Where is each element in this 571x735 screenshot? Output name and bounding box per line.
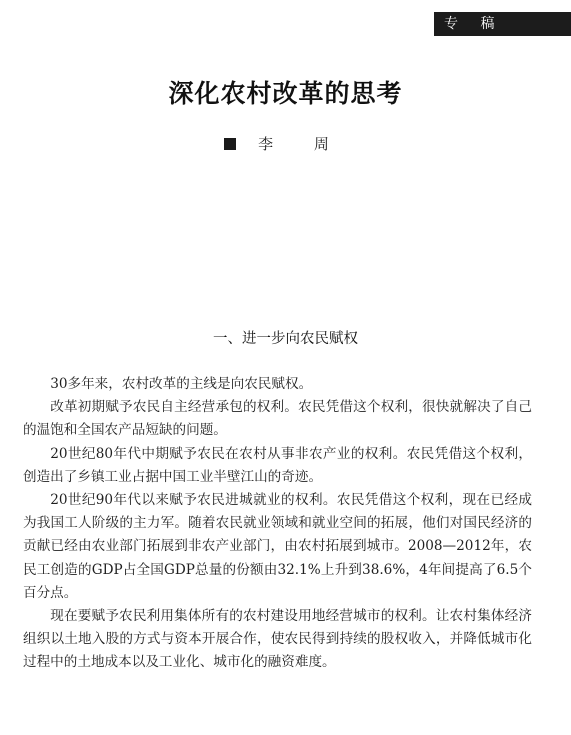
author-name: 李 周: [258, 135, 347, 153]
section-heading: 一、进一步向农民赋权: [213, 331, 358, 347]
byline: [0, 133, 571, 154]
paragraph: 20世纪90年代以来赋予农民进城就业的权利。农民凭借这个权利，现在已经成为我国工人阶级的主力军。随着农民就业领域和就业空间的拓展，他们对国民经济的贡献已经由农业部门拓展到非农产业部门，由农村拓展到城市。2008—2012年，农民工创造的GDP占全国GDP总量的份额由32.1%上升到38.6%，4年间提高了6.5个百分点。: [23, 492, 532, 601]
paragraph: 改革初期赋予农民自主经营承包的权利。农民凭借这个权利，很快就解决了自己的温饱和全国农产品短缺的问题。: [23, 399, 532, 439]
bullet-square-icon: [224, 138, 236, 150]
column-tag-label: 专 稿: [444, 16, 497, 32]
column-tag: [434, 12, 571, 36]
article-title: 深化农村改革的思考: [168, 79, 403, 108]
article-body: [23, 373, 532, 675]
paragraph: 30多年来，农村改革的主线是向农民赋权。: [50, 376, 313, 392]
paragraph: 现在要赋予农民利用集体所有的农村建设用地经营城市的权利。让农村集体经济组织以土地入股的方式与资本开展合作，使农民得到持续的股权收入，并降低城市化过程中的土地成本以及工业化、城市化的融资难度。: [23, 608, 532, 671]
paragraph: 20世纪80年代中期赋予农民在农村从事非农产业的权利。农民凭借这个权利，创造出了乡镇工业占据中国工业半壁江山的奇迹。: [23, 445, 532, 485]
